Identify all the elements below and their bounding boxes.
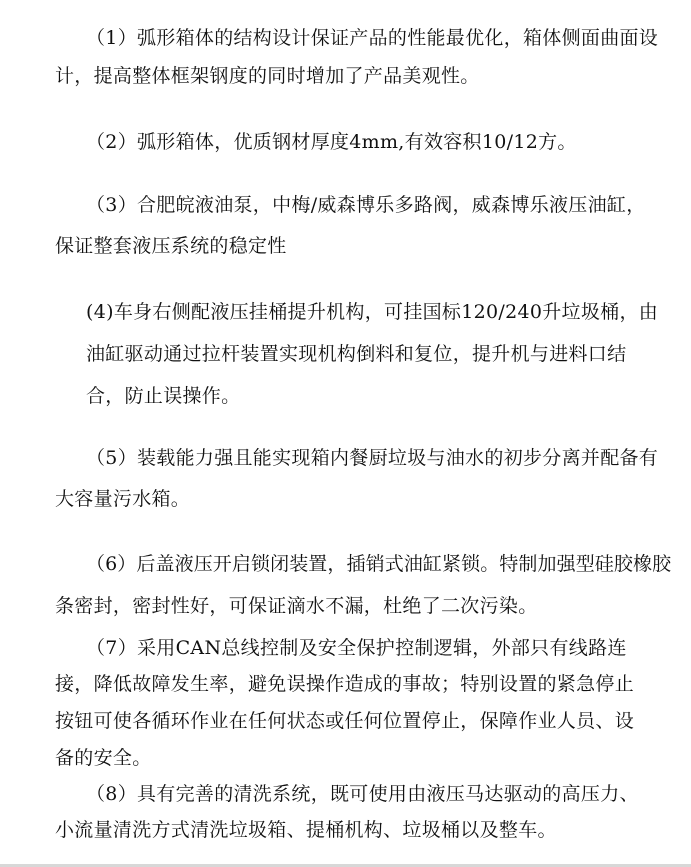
paragraph-5-line-1: （5）装载能力强且能实现箱内餐厨垃圾与油水的初步分离并配备有 <box>86 447 659 469</box>
paragraph-3-line-2: 保证整套液压系统的稳定性 <box>55 235 287 257</box>
paragraph-4-line-2: 油缸驱动通过拉杆装置实现机构倒料和复位，提升机与进料口结 <box>86 343 627 365</box>
paragraph-4-line-3: 合，防止误操作。 <box>86 385 241 407</box>
paragraph-5-line-2: 大容量污水箱。 <box>55 488 191 510</box>
paragraph-7-line-4: 备的安全。 <box>55 747 152 769</box>
paragraph-6-line-1: （6）后盖液压开启锁闭装置，插销式油缸紧锁。特制加强型硅胶橡胶 <box>86 553 672 575</box>
paragraph-6-line-2: 条密封，密封性好，可保证滴水不漏，杜绝了二次污染。 <box>55 595 538 617</box>
paragraph-7-line-3: 按钮可使各循环作业在任何状态或任何位置停止，保障作业人员、设 <box>55 710 635 732</box>
paragraph-7-line-2: 接，降低故障发生率，避免误操作造成的事故；特别设置的紧急停止 <box>55 673 635 695</box>
paragraph-2-line-1: （2）弧形箱体，优质钢材厚度4mm,有效容积10/12方。 <box>86 131 577 153</box>
paragraph-1-line-1: （1）弧形箱体的结构设计保证产品的性能最优化，箱体侧面曲面设 <box>86 27 659 49</box>
paragraph-8-line-2: 小流量清洗方式清洗垃圾箱、提桶机构、垃圾桶以及整车。 <box>55 819 557 841</box>
paragraph-7-line-1: （7）采用CAN总线控制及安全保护控制逻辑，外部只有线路连 <box>86 637 627 659</box>
paragraph-3-line-1: （3）合肥皖液油泵，中梅/威森博乐多路阀，威森博乐液压油缸， <box>86 194 646 216</box>
paragraph-1-line-2: 计，提高整体框架钢度的同时增加了产品美观性。 <box>55 65 480 87</box>
paragraph-8-line-1: （8）具有完善的清洗系统，既可使用由液压马达驱动的高压力、 <box>86 783 639 805</box>
paragraph-4-line-1: (4)车身右侧配液压挂桶提升机构，可挂国标120/240升垃圾桶，由 <box>86 301 659 323</box>
